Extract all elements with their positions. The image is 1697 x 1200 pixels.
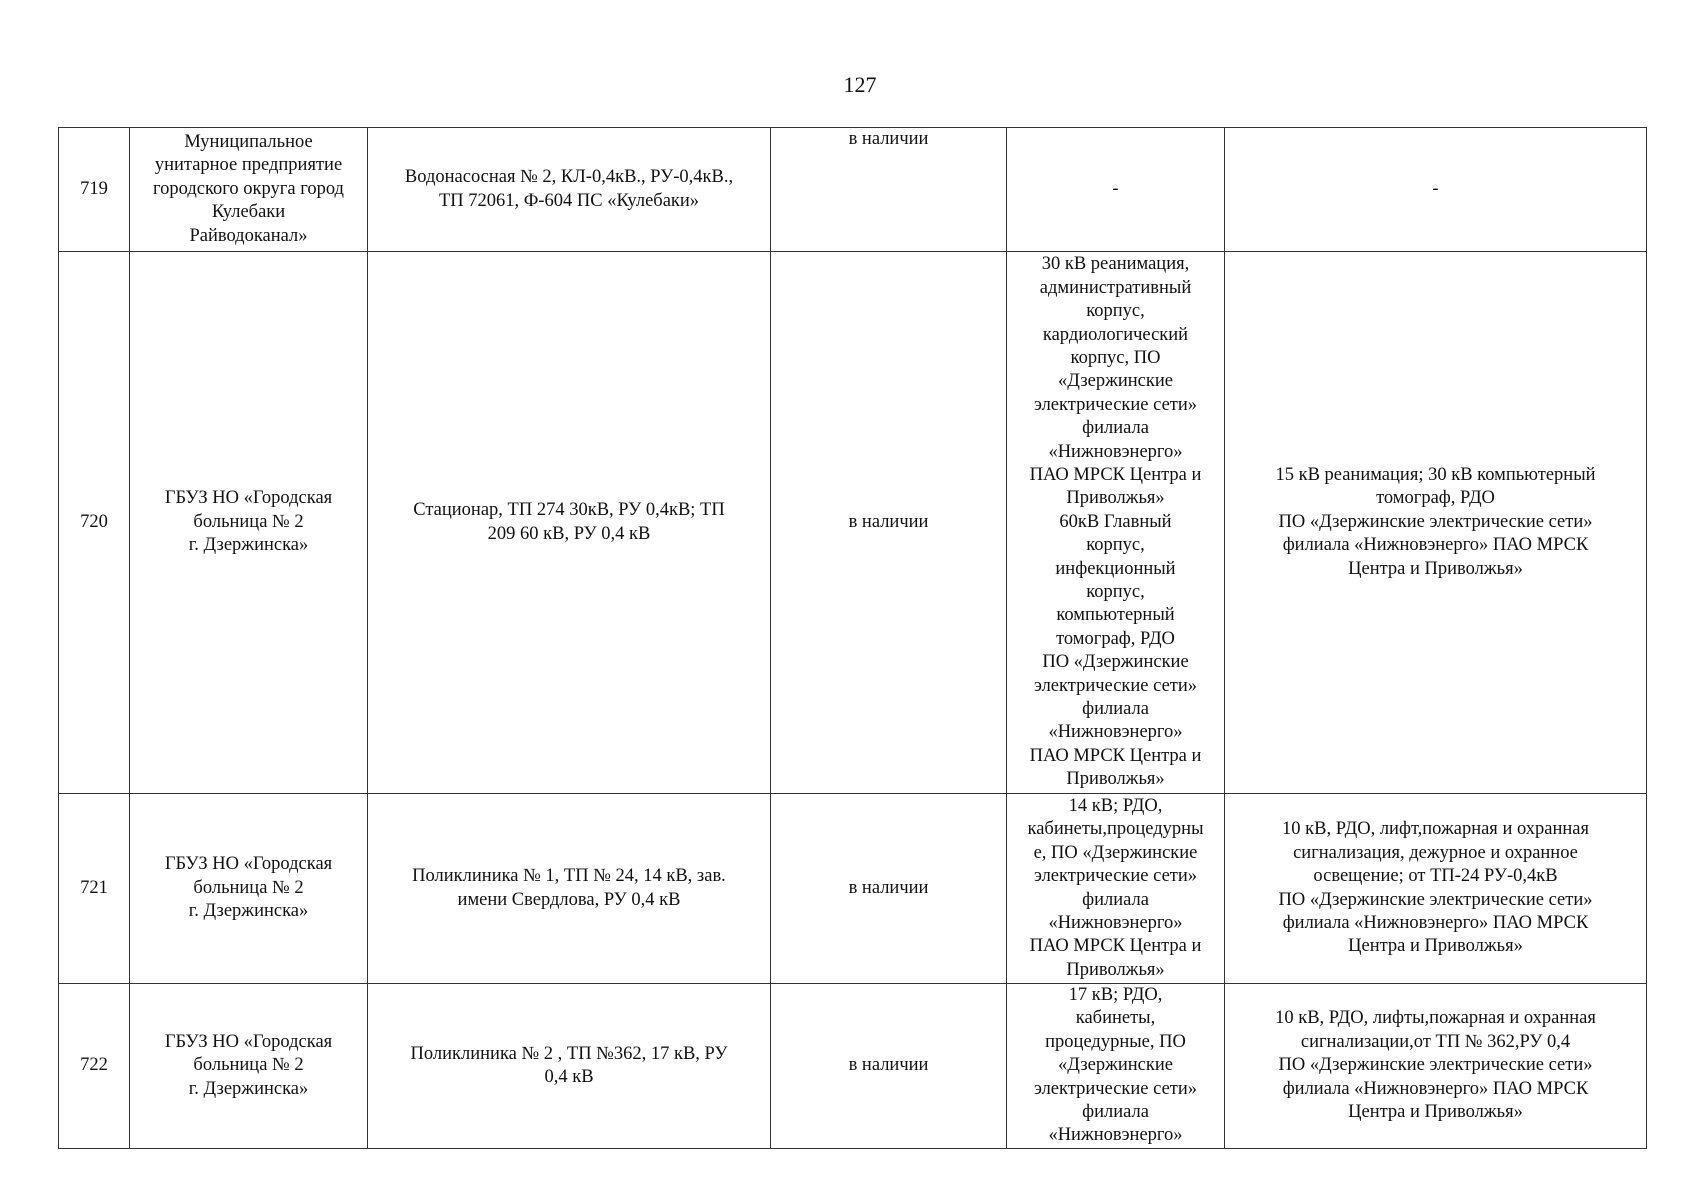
category2-cell: 10 кВ, РДО, лифты,пожарная и охранная сигнализации,от ТП № 362,РУ 0,4 ПО «Дзержинские электрические сети» филиала «Нижновэнерго» ПАО МРСК Центра и Приволжья»	[1225, 984, 1647, 1149]
table-row	[59, 794, 1647, 984]
status-cell: в наличии	[771, 984, 1007, 1149]
category1-cell: 14 кВ; РДО, кабинеты,процедурны е, ПО «Дзержинские электрические сети» филиала «Нижновэнерго» ПАО МРСК Центра и Приволжья»	[1007, 794, 1225, 984]
status-cell: в наличии	[771, 128, 1007, 252]
row-number: 720	[59, 252, 130, 794]
category2-cell: 15 кВ реанимация; 30 кВ компьютерный томограф, РДО ПО «Дзержинские электрические сети» филиала «Нижновэнерго» ПАО МРСК Центра и Приволжья»	[1225, 252, 1647, 794]
organization-cell: Муниципальное унитарное предприятие городского округа город Кулебаки Райводоканал»	[130, 128, 368, 252]
table-row	[59, 984, 1647, 1149]
category1-cell: -	[1007, 128, 1225, 252]
object-cell: Поликлиника № 1, ТП № 24, 14 кВ, зав. имени Свердлова, РУ 0,4 кВ	[368, 794, 771, 984]
organization-cell: ГБУЗ НО «Городская больница № 2 г. Дзержинска»	[130, 252, 368, 794]
organization-cell: ГБУЗ НО «Городская больница № 2 г. Дзержинска»	[130, 984, 368, 1149]
row-number: 721	[59, 794, 130, 984]
row-number: 722	[59, 984, 130, 1149]
category1-cell: 17 кВ; РДО, кабинеты, процедурные, ПО «Дзержинские электрические сети» филиала «Нижновэнерго»	[1007, 984, 1225, 1149]
object-cell: Поликлиника № 2 , ТП №362, 17 кВ, РУ 0,4 кВ	[368, 984, 771, 1149]
object-cell: Водонасосная № 2, КЛ-0,4кВ., РУ-0,4кВ., ТП 72061, Ф-604 ПС «Кулебаки»	[368, 128, 771, 252]
facilities-table	[58, 127, 1647, 1149]
status-cell: в наличии	[771, 794, 1007, 984]
category2-cell: 10 кВ, РДО, лифт,пожарная и охранная сигнализация, дежурное и охранное освещение; от ТП-24 РУ-0,4кВ ПО «Дзержинские электрические сети» филиала «Нижновэнерго» ПАО МРСК Центра и Приволжья»	[1225, 794, 1647, 984]
row-number: 719	[59, 128, 130, 252]
object-cell: Стационар, ТП 274 30кВ, РУ 0,4кВ; ТП 209 60 кВ, РУ 0,4 кВ	[368, 252, 771, 794]
table-row	[59, 128, 1647, 252]
status-cell: в наличии	[771, 252, 1007, 794]
page-number: 127	[843, 72, 877, 97]
organization-cell: ГБУЗ НО «Городская больница № 2 г. Дзержинска»	[130, 794, 368, 984]
category1-cell: 30 кВ реанимация, административный корпус, кардиологический корпус, ПО «Дзержинские электрические сети» филиала «Нижновэнерго» ПАО МРСК Центра и Приволжья» 60кВ Главный корпус, инфекционный корпус, компьютерный томограф, РДО ПО «Дзержинские электрические сети» филиала «Нижновэнерго» ПАО МРСК Центра и Приволжья»	[1007, 252, 1225, 794]
category2-cell: -	[1225, 128, 1647, 252]
table-row	[59, 252, 1647, 794]
